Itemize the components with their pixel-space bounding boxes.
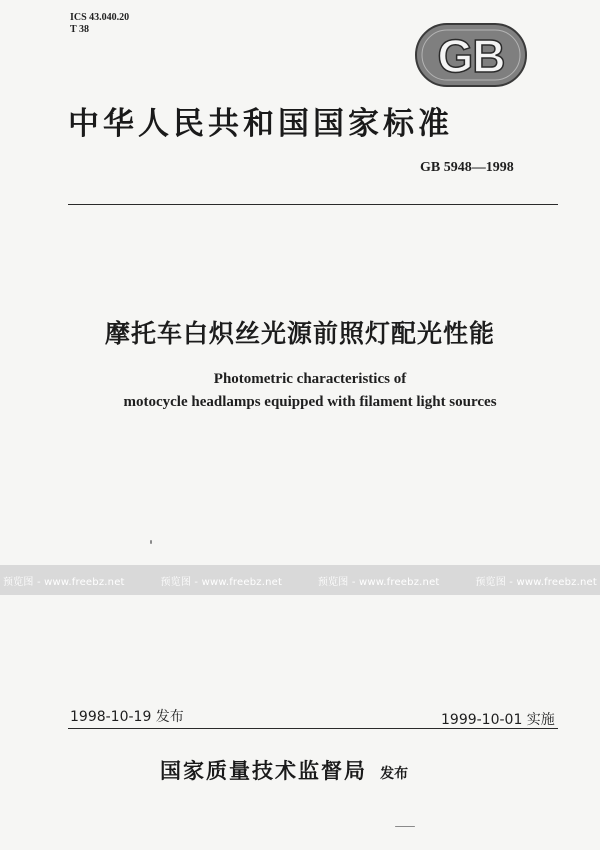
watermark-text: 预览图 - www.freebz.net [3, 576, 125, 588]
footer-divider [68, 728, 558, 729]
organization-title: 中华人民共和国国家标准 [68, 106, 453, 142]
watermark-text: 预览图 - www.freebz.net [160, 576, 283, 588]
watermark-text: 预览图 - www.freebz.net [475, 576, 597, 588]
standard-title-english [60, 368, 560, 414]
header-divider [68, 204, 558, 205]
title-english-line-2: motocycle headlamps equipped with filament light sources [123, 394, 497, 410]
issuing-authority [160, 755, 408, 785]
scan-speck [150, 540, 152, 544]
scan-speck [395, 826, 415, 827]
classification-codes [70, 12, 129, 36]
issuer-action: 发布 [380, 766, 409, 782]
issue-date: 1998-10-19 发布 [70, 709, 184, 725]
implementation-date: 1999-10-01 实施 [441, 712, 555, 728]
standard-title-chinese: 摩托车白炽丝光源前照灯配光性能 [105, 319, 496, 348]
watermark-text: 预览图 - www.freebz.net [317, 576, 440, 588]
issuer-name: 国家质量技术监督局 [160, 758, 367, 783]
title-english-line-1: Photometric characteristics of [213, 371, 407, 387]
ics-code: ICS 43.040.20 [70, 12, 130, 23]
watermark-band [0, 565, 600, 595]
gb-logo [414, 22, 528, 88]
standard-number: GB 5948—1998 [420, 160, 514, 175]
ccs-code: T 38 [70, 24, 89, 35]
gb-logo-text: GB [437, 30, 505, 82]
